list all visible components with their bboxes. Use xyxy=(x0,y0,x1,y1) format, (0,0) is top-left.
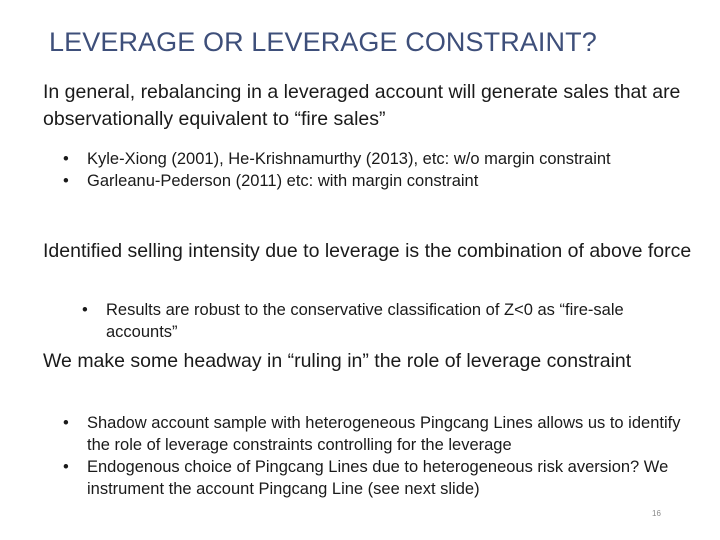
bullet-item xyxy=(63,170,663,192)
bullet-text: Endogenous choice of Pingcang Lines due to heterogeneous risk aversion? We instrument the account Pingcang Line (see next slide) xyxy=(87,458,669,498)
bullet-list-robustness xyxy=(82,299,682,343)
bullet-marker: • xyxy=(82,301,88,319)
bullet-marker: • xyxy=(63,172,69,190)
paragraph-headway: We make some headway in “ruling in” the role of leverage constraint xyxy=(43,350,632,372)
paragraph-rebalancing: In general, rebalancing in a leveraged account will generate sales that are observationally equivalent to “fire sales” xyxy=(43,81,681,130)
bullet-marker: • xyxy=(63,458,69,476)
paragraph-selling-intensity: Identified selling intensity due to leverage is the combination of above force xyxy=(43,240,692,262)
bullet-item xyxy=(63,412,703,456)
bullet-text: Results are robust to the conservative classification of Z<0 as “fire-sale accounts” xyxy=(106,301,624,341)
slide-title: LEVERAGE OR LEVERAGE CONSTRAINT? xyxy=(49,27,597,57)
bullet-item xyxy=(82,299,682,343)
bullet-text: Garleanu-Pederson (2011) etc: with margin constraint xyxy=(87,172,479,190)
bullet-marker: • xyxy=(63,414,69,432)
bullet-item xyxy=(63,456,703,500)
bullet-text: Kyle-Xiong (2001), He-Krishnamurthy (2013), etc: w/o margin constraint xyxy=(87,150,611,168)
bullet-text: Shadow account sample with heterogeneous Pingcang Lines allows us to identify the role of leverage constraints controlling for the leverage xyxy=(87,414,681,454)
bullet-marker: • xyxy=(63,150,69,168)
bullet-item xyxy=(63,148,663,170)
bullet-list-identification xyxy=(63,412,703,500)
page-number: 16 xyxy=(652,509,661,518)
bullet-list-references xyxy=(63,148,663,192)
